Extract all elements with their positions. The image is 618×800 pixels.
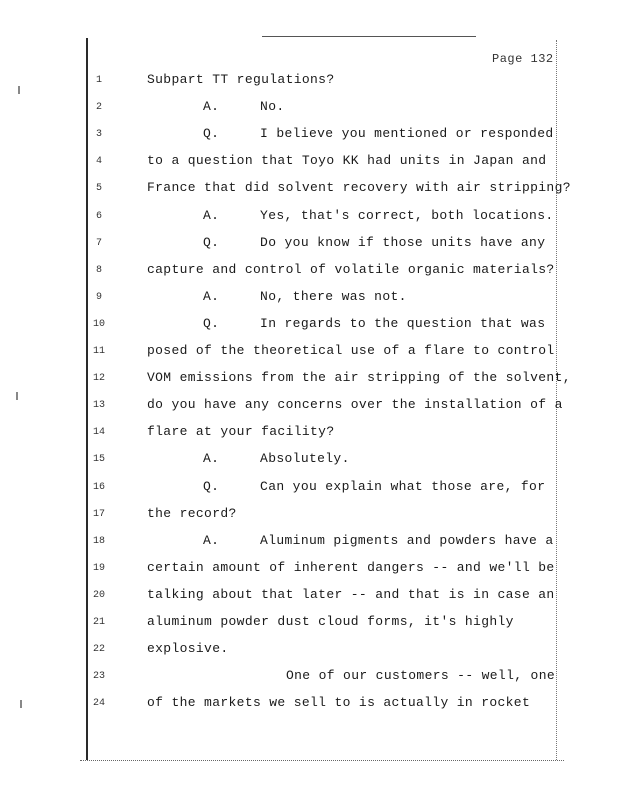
line-text: of the markets we sell to is actually in rocket — [147, 695, 531, 711]
line-text: France that did solvent recovery with air stripping? — [147, 180, 571, 196]
line-text: Q. In regards to the question that was — [203, 315, 546, 331]
line-text: flare at your facility? — [147, 424, 335, 440]
line-text: the record? — [147, 505, 237, 521]
line-number: 4 — [95, 156, 102, 168]
transcript-line — [0, 695, 618, 715]
line-text: posed of the theoretical use of a flare to control — [147, 343, 555, 358]
line-number: 15 — [92, 454, 105, 466]
transcript-line — [0, 451, 618, 471]
transcript-line — [0, 180, 618, 200]
line-number: 10 — [92, 318, 105, 330]
transcript-line — [0, 316, 618, 336]
transcript-line — [0, 641, 618, 661]
line-number: 1 — [95, 75, 102, 86]
line-text: capture and control of volatile organic materials? — [147, 261, 555, 277]
line-number: 14 — [92, 427, 105, 439]
transcript-line — [0, 99, 618, 119]
transcript-line — [0, 479, 618, 499]
transcript-line — [0, 126, 618, 146]
transcript-line — [0, 72, 618, 92]
line-number: 9 — [95, 291, 102, 303]
transcript-line — [0, 343, 618, 363]
transcript-line — [0, 397, 618, 417]
line-text: explosive. — [147, 641, 229, 657]
transcript-line — [0, 235, 618, 255]
line-text: A. No. — [203, 99, 285, 115]
transcript-line — [0, 289, 618, 309]
line-text: VOM emissions from the air stripping of the solvent, — [147, 370, 571, 386]
line-text: A. Absolutely. — [203, 451, 350, 467]
line-number: 13 — [92, 400, 105, 412]
line-text: Q. Can you explain what those are, for — [203, 478, 546, 494]
line-text: A. No, there was not. — [203, 288, 407, 304]
transcript-line — [0, 262, 618, 282]
line-number: 6 — [95, 210, 102, 222]
line-text: do you have any concerns over the installation of a — [147, 397, 563, 413]
line-text: A. Yes, that's correct, both locations. — [203, 207, 554, 223]
line-text: Q. I believe you mentioned or responded — [203, 126, 554, 142]
line-text: to a question that Toyo KK had units in Japan and — [147, 153, 547, 169]
page-number: Page 132 — [492, 52, 554, 66]
line-number: 17 — [92, 508, 105, 520]
transcript-line — [0, 614, 618, 634]
top-rule — [262, 36, 476, 37]
line-text: A. Aluminum pigments and powders have a — [203, 532, 554, 548]
line-number: 11 — [92, 346, 105, 357]
line-number: 23 — [92, 671, 105, 683]
line-number: 20 — [92, 589, 105, 601]
line-number: 22 — [92, 644, 105, 656]
line-text: Subpart TT regulations? — [147, 72, 335, 87]
line-number: 24 — [92, 698, 105, 710]
line-number: 3 — [95, 129, 102, 141]
line-number: 21 — [92, 617, 105, 628]
transcript-line — [0, 208, 618, 228]
line-number: 7 — [95, 237, 102, 249]
transcript-line — [0, 506, 618, 526]
transcript-line — [0, 533, 618, 553]
line-text: certain amount of inherent dangers -- and we'll be — [147, 559, 555, 575]
line-number: 16 — [92, 481, 105, 493]
line-number: 19 — [92, 562, 105, 574]
transcript-line — [0, 587, 618, 607]
bottom-rule — [80, 760, 564, 761]
transcript-line — [0, 560, 618, 580]
line-number: 12 — [92, 373, 105, 385]
line-number: 2 — [95, 102, 102, 114]
line-text: Q. Do you know if those units have any — [203, 234, 546, 250]
transcript-line — [0, 424, 618, 444]
line-text: One of our customers -- well, one — [286, 668, 555, 684]
transcript-line — [0, 153, 618, 173]
line-number: 8 — [95, 264, 102, 276]
line-text: talking about that later -- and that is in case an — [147, 586, 555, 602]
transcript-line — [0, 370, 618, 390]
line-text: aluminum powder dust cloud forms, it's highly — [147, 614, 514, 629]
transcript-line — [0, 668, 618, 688]
line-number: 5 — [95, 183, 102, 195]
line-number: 18 — [92, 535, 105, 547]
